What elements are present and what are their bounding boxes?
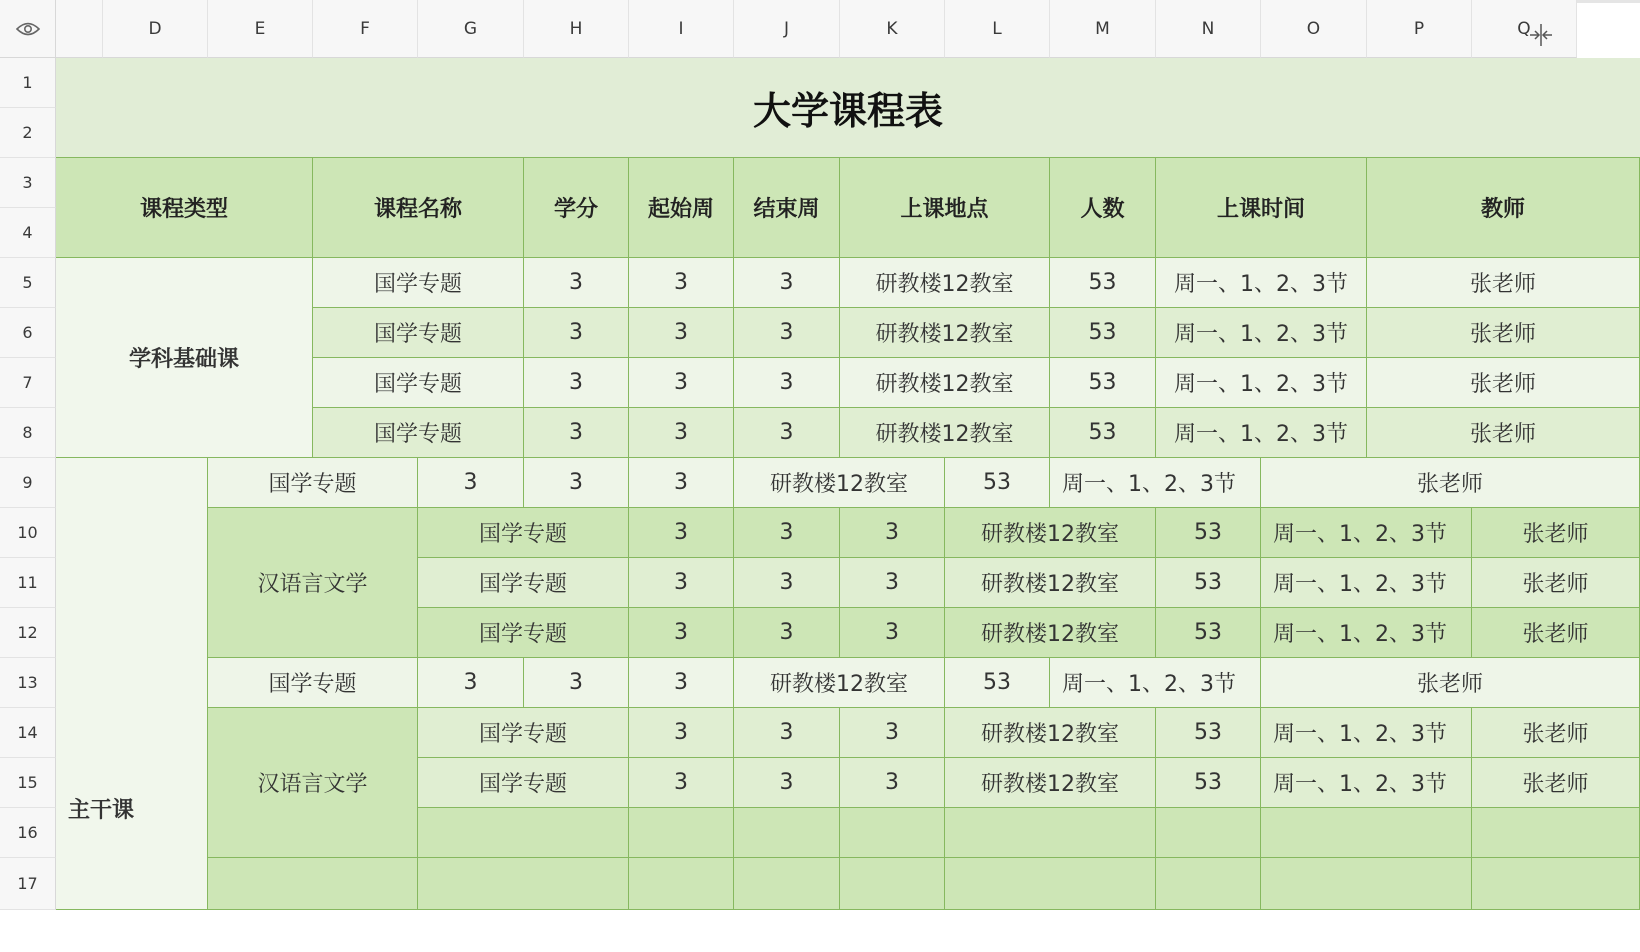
course-teacher[interactable]: 张老师	[1472, 508, 1640, 558]
course-time[interactable]: 周一、1、2、3节	[1261, 608, 1472, 658]
course-location[interactable]: 研教楼12教室	[840, 358, 1050, 408]
course-credit[interactable]: 3	[524, 408, 629, 458]
course-location[interactable]: 研教楼12教室	[734, 658, 945, 708]
course-count[interactable]: 53	[945, 458, 1050, 508]
course-teacher[interactable]: 张老师	[1472, 558, 1640, 608]
column-header[interactable]: N	[1156, 0, 1261, 58]
row-header[interactable]: 12	[0, 608, 56, 658]
course-name[interactable]: 国学专题	[418, 508, 629, 558]
course-time[interactable]: 周一、1、2、3节	[1156, 308, 1367, 358]
course-credit[interactable]: 3	[629, 708, 734, 758]
eye-icon[interactable]	[16, 21, 40, 37]
row-header[interactable]: 8	[0, 408, 56, 458]
course-location[interactable]: 研教楼12教室	[945, 508, 1156, 558]
select-all-corner[interactable]	[0, 0, 56, 58]
column-header[interactable]: F	[313, 0, 418, 58]
column-header[interactable]: O	[1261, 0, 1367, 58]
course-name[interactable]: 国学专题	[313, 258, 524, 308]
empty-cell[interactable]	[840, 858, 945, 910]
row-header[interactable]: 14	[0, 708, 56, 758]
empty-cell[interactable]	[945, 808, 1156, 858]
column-header[interactable]: K	[840, 0, 945, 58]
course-credit[interactable]: 3	[629, 558, 734, 608]
course-location[interactable]: 研教楼12教室	[945, 558, 1156, 608]
course-name[interactable]: 国学专题	[313, 308, 524, 358]
empty-cell[interactable]	[1261, 808, 1472, 858]
course-time[interactable]: 周一、1、2、3节	[1261, 558, 1472, 608]
column-header[interactable]: Q	[1472, 0, 1577, 58]
course-count[interactable]: 53	[1156, 608, 1261, 658]
header-credit[interactable]: 学分	[524, 158, 629, 258]
column-header[interactable]: E	[208, 0, 313, 58]
row-header[interactable]: 11	[0, 558, 56, 608]
course-name[interactable]: 国学专题	[418, 558, 629, 608]
course-count[interactable]: 53	[1050, 408, 1156, 458]
course-start-week[interactable]: 3	[734, 508, 840, 558]
course-end-week[interactable]: 3	[840, 558, 945, 608]
column-header[interactable]: D	[103, 0, 208, 58]
column-header[interactable]: P	[1367, 0, 1472, 58]
row-header[interactable]: 2	[0, 108, 56, 158]
empty-cell[interactable]	[1472, 858, 1640, 910]
empty-cell[interactable]	[734, 808, 840, 858]
row-header[interactable]: 9	[0, 458, 56, 508]
course-teacher[interactable]: 张老师	[1367, 358, 1640, 408]
header-teacher[interactable]: 教师	[1367, 158, 1640, 258]
column-header[interactable]: L	[945, 0, 1050, 58]
course-name[interactable]: 国学专题	[313, 358, 524, 408]
course-time[interactable]: 周一、1、2、3节	[1261, 708, 1472, 758]
course-end-week[interactable]: 3	[840, 508, 945, 558]
course-start-week[interactable]: 3	[524, 458, 629, 508]
course-name[interactable]: 国学专题	[418, 708, 629, 758]
course-time[interactable]: 周一、1、2、3节	[1156, 358, 1367, 408]
course-teacher[interactable]: 张老师	[1261, 658, 1640, 708]
column-header[interactable]: J	[734, 0, 840, 58]
course-location[interactable]: 研教楼12教室	[945, 608, 1156, 658]
course-end-week[interactable]: 3	[840, 708, 945, 758]
header-end-week[interactable]: 结束周	[734, 158, 840, 258]
course-name[interactable]: 国学专题	[313, 408, 524, 458]
course-time[interactable]: 周一、1、2、3节	[1156, 408, 1367, 458]
course-start-week[interactable]: 3	[629, 358, 734, 408]
empty-cell[interactable]	[418, 808, 629, 858]
course-end-week[interactable]: 3	[840, 608, 945, 658]
empty-cell[interactable]	[1261, 858, 1472, 910]
course-teacher[interactable]: 张老师	[1472, 608, 1640, 658]
course-location[interactable]: 研教楼12教室	[734, 458, 945, 508]
course-credit[interactable]: 3	[418, 658, 524, 708]
course-teacher[interactable]: 张老师	[1472, 708, 1640, 758]
course-count[interactable]: 53	[1156, 708, 1261, 758]
row-header[interactable]: 5	[0, 258, 56, 308]
empty-cell[interactable]	[208, 858, 418, 910]
course-start-week[interactable]: 3	[734, 758, 840, 808]
column-header-partial[interactable]	[56, 0, 103, 58]
row-header[interactable]: 10	[0, 508, 56, 558]
course-teacher[interactable]: 张老师	[1261, 458, 1640, 508]
course-start-week[interactable]: 3	[734, 708, 840, 758]
header-count[interactable]: 人数	[1050, 158, 1156, 258]
row-header[interactable]: 17	[0, 858, 56, 910]
course-time[interactable]: 周一、1、2、3节	[1156, 258, 1367, 308]
column-resize-icon[interactable]	[1528, 22, 1554, 48]
course-credit[interactable]: 3	[524, 308, 629, 358]
course-end-week[interactable]: 3	[840, 758, 945, 808]
header-course-type[interactable]: 课程类型	[56, 158, 313, 258]
header-location[interactable]: 上课地点	[840, 158, 1050, 258]
course-teacher[interactable]: 张老师	[1367, 258, 1640, 308]
course-location[interactable]: 研教楼12教室	[945, 708, 1156, 758]
empty-cell[interactable]	[629, 808, 734, 858]
course-credit[interactable]: 3	[418, 458, 524, 508]
course-end-week[interactable]: 3	[734, 408, 840, 458]
course-start-week[interactable]: 3	[629, 258, 734, 308]
course-start-week[interactable]: 3	[524, 658, 629, 708]
course-end-week[interactable]: 3	[629, 458, 734, 508]
row-header[interactable]: 7	[0, 358, 56, 408]
row-header[interactable]: 3	[0, 158, 56, 208]
group-main-courses[interactable]: 主干课	[56, 458, 208, 910]
empty-cell[interactable]	[945, 858, 1156, 910]
course-count[interactable]: 53	[1156, 508, 1261, 558]
course-credit[interactable]: 3	[524, 258, 629, 308]
course-location[interactable]: 研教楼12教室	[840, 258, 1050, 308]
empty-cell[interactable]	[734, 858, 840, 910]
course-teacher[interactable]: 张老师	[1367, 308, 1640, 358]
empty-cell[interactable]	[418, 858, 629, 910]
header-time[interactable]: 上课时间	[1156, 158, 1367, 258]
course-location[interactable]: 研教楼12教室	[840, 308, 1050, 358]
row-header[interactable]: 1	[0, 58, 56, 108]
course-time[interactable]: 周一、1、2、3节	[1261, 508, 1472, 558]
course-count[interactable]: 53	[945, 658, 1050, 708]
course-credit[interactable]: 3	[629, 758, 734, 808]
column-header[interactable]: H	[524, 0, 629, 58]
course-count[interactable]: 53	[1050, 308, 1156, 358]
course-end-week[interactable]: 3	[734, 358, 840, 408]
subgroup-chinese-literature[interactable]: 汉语言文学	[208, 508, 418, 658]
course-name[interactable]: 国学专题	[418, 758, 629, 808]
column-header[interactable]: M	[1050, 0, 1156, 58]
empty-cell[interactable]	[1156, 808, 1261, 858]
row-header[interactable]: 4	[0, 208, 56, 258]
course-name[interactable]: 国学专题	[208, 658, 418, 708]
empty-cell[interactable]	[1156, 858, 1261, 910]
column-header[interactable]: G	[418, 0, 524, 58]
table-title[interactable]: 大学课程表	[56, 58, 1640, 158]
row-header[interactable]: 15	[0, 758, 56, 808]
row-header[interactable]: 6	[0, 308, 56, 358]
group-basic-courses[interactable]: 学科基础课	[56, 258, 313, 458]
course-time[interactable]: 周一、1、2、3节	[1050, 458, 1261, 508]
empty-cell[interactable]	[629, 858, 734, 910]
course-count[interactable]: 53	[1156, 558, 1261, 608]
row-header[interactable]: 16	[0, 808, 56, 858]
course-time[interactable]: 周一、1、2、3节	[1261, 758, 1472, 808]
course-count[interactable]: 53	[1050, 258, 1156, 308]
course-count[interactable]: 53	[1050, 358, 1156, 408]
row-header[interactable]: 13	[0, 658, 56, 708]
header-start-week[interactable]: 起始周	[629, 158, 734, 258]
header-course-name[interactable]: 课程名称	[313, 158, 524, 258]
course-credit[interactable]: 3	[629, 608, 734, 658]
course-end-week[interactable]: 3	[629, 658, 734, 708]
course-credit[interactable]: 3	[629, 508, 734, 558]
course-location[interactable]: 研教楼12教室	[945, 758, 1156, 808]
course-location[interactable]: 研教楼12教室	[840, 408, 1050, 458]
empty-cell[interactable]	[1472, 808, 1640, 858]
course-start-week[interactable]: 3	[734, 558, 840, 608]
course-end-week[interactable]: 3	[734, 258, 840, 308]
course-credit[interactable]: 3	[524, 358, 629, 408]
course-start-week[interactable]: 3	[629, 408, 734, 458]
empty-cell[interactable]	[840, 808, 945, 858]
column-header[interactable]: I	[629, 0, 734, 58]
course-teacher[interactable]: 张老师	[1367, 408, 1640, 458]
subgroup-chinese-literature[interactable]: 汉语言文学	[208, 708, 418, 858]
course-start-week[interactable]: 3	[629, 308, 734, 358]
course-count[interactable]: 53	[1156, 758, 1261, 808]
course-name[interactable]: 国学专题	[208, 458, 418, 508]
course-end-week[interactable]: 3	[734, 308, 840, 358]
course-name[interactable]: 国学专题	[418, 608, 629, 658]
course-time[interactable]: 周一、1、2、3节	[1050, 658, 1261, 708]
course-teacher[interactable]: 张老师	[1472, 758, 1640, 808]
course-start-week[interactable]: 3	[734, 608, 840, 658]
